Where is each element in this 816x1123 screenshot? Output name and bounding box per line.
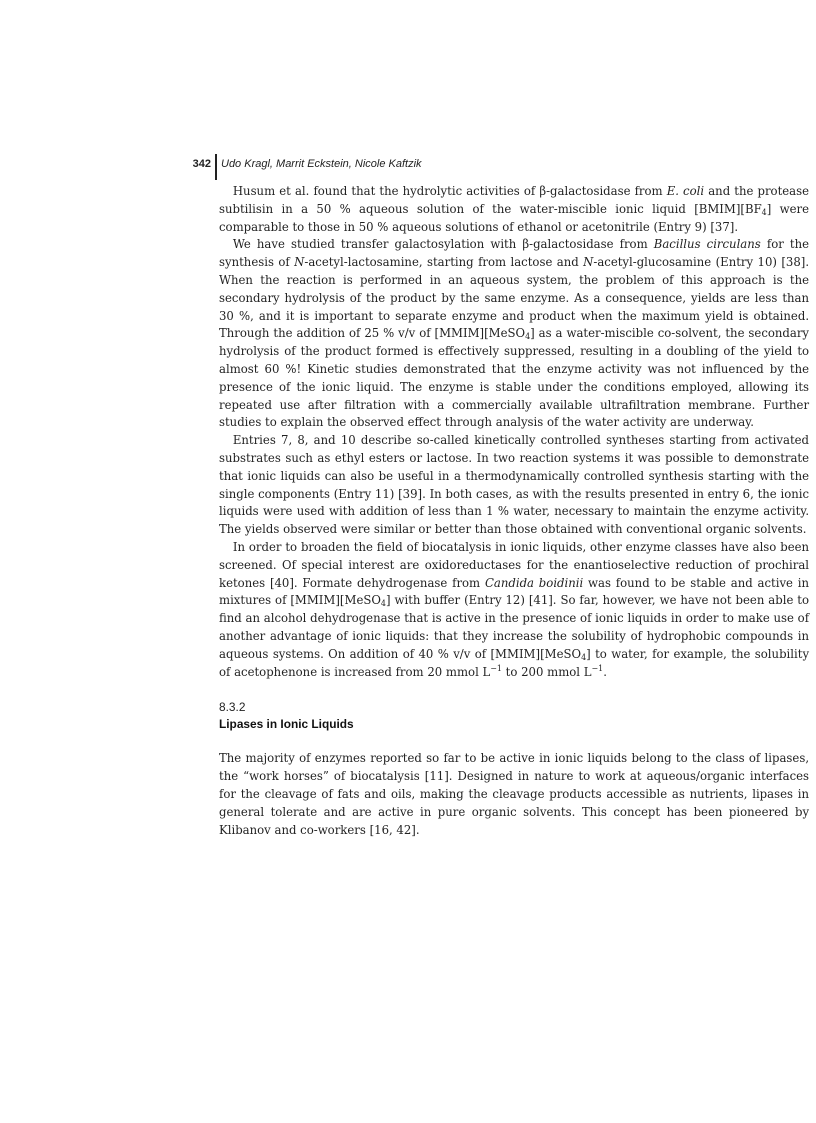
paragraph: In order to broaden the field of biocatalysis in ionic liquids, other enzyme classes have also been screened. Of special interest are oxidoreductases for the enantioselective reduction of prochiral ketones [40]. Formate dehydrogenase from Candida boidinii was found to be stable and active in mixtures of [MMIM][MeSO$_4$] with buffer (Entry 12) [41]. So far, however, we have not been able to find an alcohol dehydrogenase that is active in the presence of ionic liquids in order to make use of another advantage of ionic liquids: that they increase the solubility of hydrophobic compounds in aqueous systems. On addition of 40 % v/v of [MMIM][MeSO$_4$] to water, for example, the solubility of acetophenone is increased from 20 mmol $L^{-1}$ to 200 mmol $L^{-1}$. xyxy=(219,539,810,679)
subscript: 4 xyxy=(581,652,587,662)
page-number: 342 xyxy=(192,158,211,170)
italic-term: N xyxy=(583,255,594,270)
paragraph: Husum et al. found that the hydrolytic activities of β-galactosidase from E. coli and the protease subtilisin in a 50 % aqueous solution of the water-miscible ionic liquid $[BMIM][BF_4]$ were comparable to those in 50 % aqueous solutions of ethanol or acetonitrile (Entry 9) [37]. xyxy=(219,184,810,234)
running-head: Udo Kragl, Marrit Eckstein, Nicole Kaftzik xyxy=(221,158,422,170)
superscript: −1 xyxy=(490,663,502,673)
paragraph: The majority of enzymes reported so far to be active in ionic liquids belong to the class of lipases, the “work horses” of biocatalysis [11]. Designed in nature to work at aqueous/organic interfaces for the cleavage of fats and oils, making the cleavage products accessible as nutrients, lipases in general tolerate and are active in pure organic solvents. This concept has been pioneered by Klibanov and co-workers [16, 42]. xyxy=(219,751,810,837)
header-rule xyxy=(215,154,217,180)
italic-term: Bacillus circulans xyxy=(653,237,761,252)
superscript: −1 xyxy=(591,663,604,673)
paragraph: We have studied transfer galactosylation with β-galactosidase from Bacillus circulans for the synthesis of N-acetyl-lactosamine, starting from lactose and N-acetyl-glucosamine (Entry 10) [38]. When the reaction is performed in an aqueous system, the problem of this approach is the secondary hydrolysis of the product by the same enzyme. As a consequence, yields are less than 30 %, and it is important to separate enzyme and product when the maximum yield is obtained. Through the addition of 25 % v/v of [MMIM][MeSO$_4$] as a water-miscible co-solvent, the secondary hydrolysis of the product formed is effectively suppressed, resulting in a doubling of the yield to almost 60 %! Kinetic studies demonstrated that the enzyme activity was not influenced by the presence of the ionic liquid. The enzyme is stable under the conditions employed, allowing its repeated use after filtration with a commercially available ultrafiltration membrane. Further studies to explain the observed effect through analysis of the water activity are underway. xyxy=(219,237,810,430)
body-text xyxy=(219,183,809,839)
subscript: 4 xyxy=(525,332,531,342)
subscript: 4 xyxy=(380,599,386,609)
italic-term: N xyxy=(294,255,305,270)
italic-term: E. coli xyxy=(666,184,705,198)
section-number: 8.3.2 xyxy=(219,700,246,715)
body xyxy=(219,183,815,839)
section-title: Lipases in Ionic Liquids xyxy=(219,717,354,732)
italic-term: Candida boidinii xyxy=(484,575,584,590)
subscript: 4 xyxy=(761,207,767,217)
paragraph: Entries 7, 8, and 10 describe so-called kinetically controlled syntheses starting from activated substrates such as ethyl esters or lactose. In two reaction systems it was possible to demonstrate that ionic liquids can also be useful in a thermodynamically controlled synthesis starting with the single components (Entry 11) [39]. In both cases, as with the results presented in entry 6, the ionic liquids were used with addition of less than 1 % water, necessary to maintain the enzyme activity. The yields observed were similar or better than those obtained with conventional organic solvents. xyxy=(219,433,810,537)
